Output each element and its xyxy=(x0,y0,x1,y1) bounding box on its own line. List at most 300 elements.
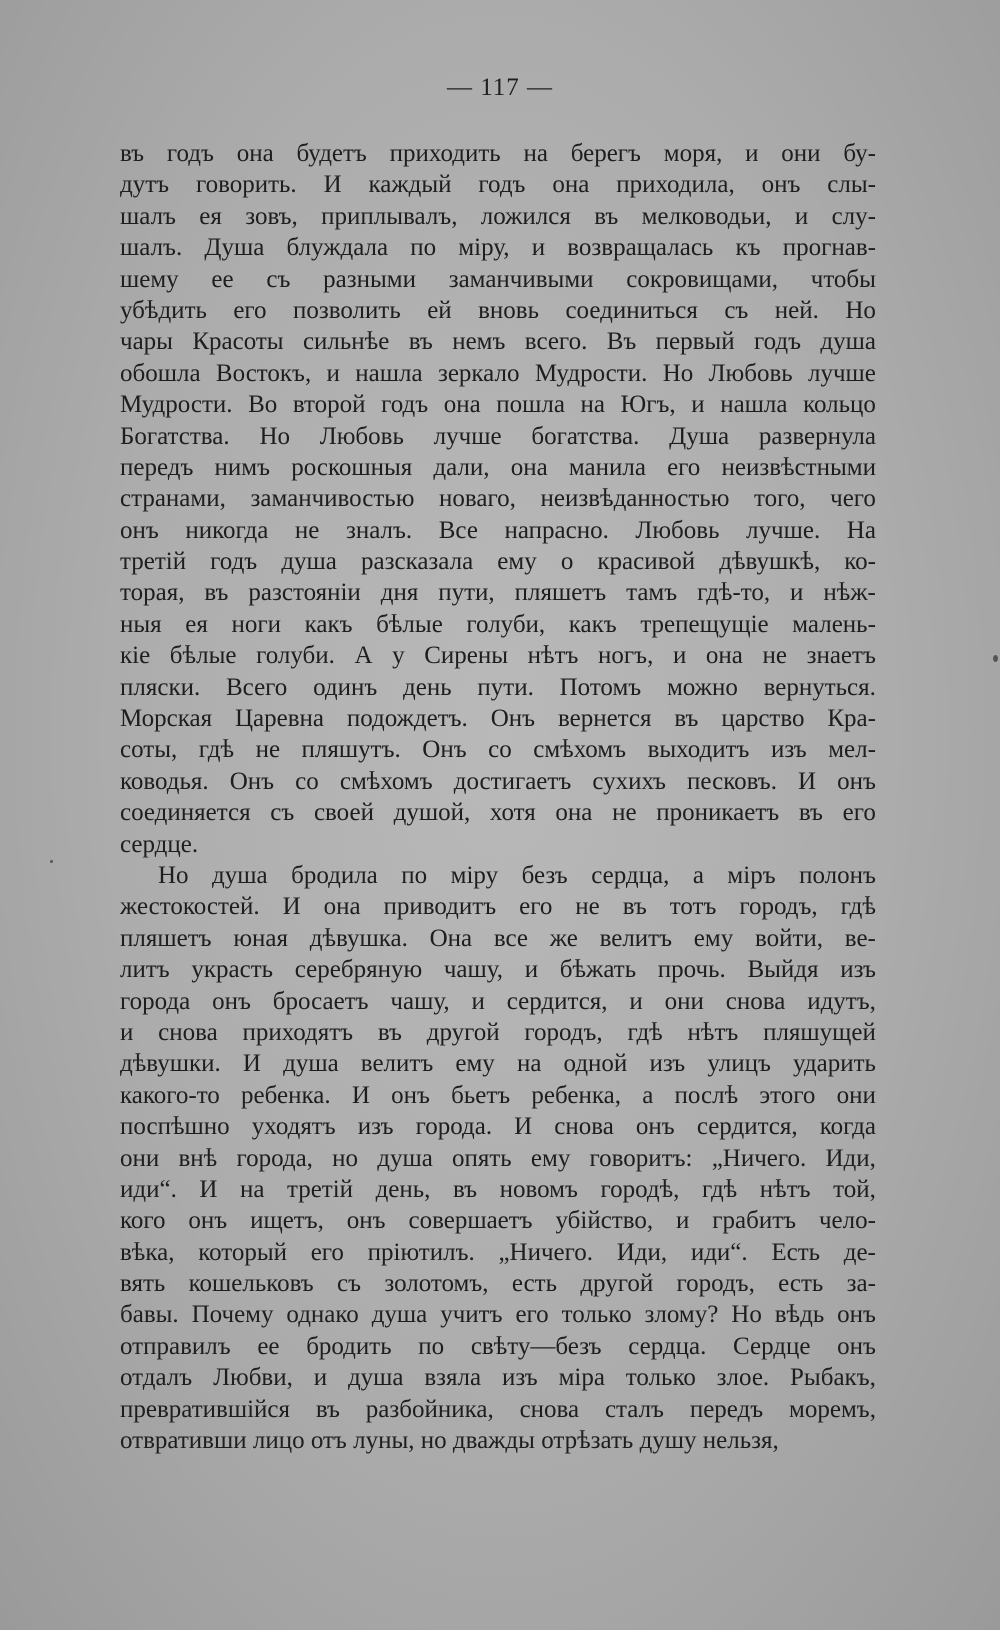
word: бѣлые xyxy=(376,610,443,638)
word: обошла xyxy=(120,359,201,387)
text-line xyxy=(120,1111,876,1142)
word: ложился xyxy=(480,202,571,230)
word: ноги xyxy=(231,610,281,638)
word: города. xyxy=(415,1113,493,1141)
word: онъ xyxy=(120,516,159,544)
word: вять xyxy=(120,1270,166,1298)
word: міръ xyxy=(727,861,776,889)
word: ногъ, xyxy=(598,642,654,670)
word: не xyxy=(255,736,281,764)
word: въ xyxy=(377,1018,402,1046)
word: третій xyxy=(286,1175,354,1203)
word: душа xyxy=(820,328,876,356)
text-line xyxy=(120,1017,876,1048)
word: полонъ xyxy=(799,861,876,889)
word: сокровищами, xyxy=(626,265,779,293)
text-line xyxy=(120,1299,876,1330)
word: сталъ xyxy=(604,1395,664,1423)
word: серебряную xyxy=(294,956,423,984)
word: третій xyxy=(120,548,187,576)
word: моря, xyxy=(663,140,723,167)
word: смѣхомъ xyxy=(339,767,433,795)
word: на xyxy=(239,1175,265,1203)
word: кіе xyxy=(120,642,151,670)
paragraph xyxy=(120,860,876,1456)
word: ищетъ, xyxy=(250,1207,324,1235)
word: прочь. xyxy=(657,956,726,984)
word: неизвѣстными xyxy=(721,453,876,481)
text-line xyxy=(120,860,876,891)
word: золотомъ, xyxy=(384,1270,489,1298)
word: дали, xyxy=(433,453,490,481)
word: изъ xyxy=(501,1364,538,1392)
text-line xyxy=(120,609,876,640)
word: мелководьи, xyxy=(641,202,772,230)
word: ныя xyxy=(120,610,162,638)
word: по xyxy=(401,861,428,889)
word: бьетъ xyxy=(451,1081,511,1109)
text-line xyxy=(120,1048,876,1079)
word: не xyxy=(612,799,637,827)
text-line xyxy=(120,923,876,954)
word: берегъ xyxy=(570,140,641,167)
word: и xyxy=(531,234,546,262)
word: и xyxy=(676,1207,690,1235)
word: Любви, xyxy=(213,1364,293,1392)
word: міру xyxy=(450,861,499,889)
word: послѣ xyxy=(674,1081,739,1109)
word: вновь xyxy=(478,296,539,324)
word: гдѣ xyxy=(840,893,876,921)
word: лучше xyxy=(433,422,502,450)
word: душа xyxy=(281,548,337,576)
word: заманчивыми xyxy=(448,265,594,293)
word: его xyxy=(515,1301,549,1329)
word: Иди, xyxy=(616,1238,668,1266)
word: и xyxy=(326,359,340,387)
word: „Ничего. xyxy=(711,1144,807,1172)
word: ему xyxy=(693,924,734,952)
text-line xyxy=(120,483,876,514)
word: съ xyxy=(266,265,291,293)
word: въ xyxy=(120,140,145,167)
page-number: — 117 — xyxy=(446,74,554,101)
word: не xyxy=(762,642,787,670)
word: пути, xyxy=(438,579,495,607)
word: приходить xyxy=(389,140,501,167)
text-line xyxy=(120,986,876,1017)
word: „Ничего. xyxy=(498,1238,594,1266)
word: у xyxy=(392,642,405,670)
text-line xyxy=(120,1331,876,1362)
text-line xyxy=(120,295,876,326)
word: только xyxy=(561,1301,632,1329)
word: блуждала xyxy=(286,234,389,262)
word: манила xyxy=(568,453,646,481)
word: онъ xyxy=(212,987,251,1015)
word: грабитъ xyxy=(712,1207,797,1235)
text-line xyxy=(120,138,876,169)
text-line: сердце. xyxy=(120,830,199,858)
word: убѣдить xyxy=(120,296,207,324)
text-line xyxy=(120,232,876,263)
word: онъ xyxy=(346,1207,386,1235)
word: пріютилъ. xyxy=(367,1238,475,1266)
word: зеркало xyxy=(437,359,520,387)
word: бродила xyxy=(291,861,378,889)
word: Но xyxy=(158,861,189,889)
word: лучше. xyxy=(746,516,821,544)
word: де- xyxy=(843,1238,876,1266)
word: но xyxy=(332,1144,359,1172)
word: Мудрости. xyxy=(120,391,233,419)
word: городѣ, xyxy=(600,1175,680,1203)
word: и xyxy=(313,1364,328,1392)
word: Сирены xyxy=(424,642,509,670)
word: малень- xyxy=(792,610,876,638)
text-line xyxy=(120,1174,876,1205)
word: гдѣ xyxy=(701,1175,738,1203)
word: только xyxy=(625,1364,696,1392)
word: съ xyxy=(724,296,749,324)
word: И xyxy=(514,1113,533,1141)
word: позволить xyxy=(293,296,401,324)
text-line xyxy=(120,1143,876,1174)
word: пляшетъ xyxy=(514,579,607,607)
word: моремъ, xyxy=(789,1395,876,1423)
word: его xyxy=(519,893,553,921)
word: Есть xyxy=(771,1238,821,1266)
word: и xyxy=(790,579,804,607)
body-text xyxy=(120,138,876,1456)
word: онъ xyxy=(761,171,801,199)
word: приходила, xyxy=(616,171,735,199)
word: снова xyxy=(519,1395,580,1423)
word: одной xyxy=(563,1050,628,1078)
word: чашу, xyxy=(443,956,503,984)
word: городъ, xyxy=(524,1018,603,1046)
word: со xyxy=(488,736,512,764)
text-line xyxy=(120,797,876,828)
word: она xyxy=(323,893,361,921)
word: нѣж- xyxy=(823,579,876,607)
word: зналъ. xyxy=(345,516,413,544)
word: ее xyxy=(257,1332,280,1360)
word: злое. xyxy=(716,1364,770,1392)
word: чего xyxy=(830,485,876,513)
scan-speck xyxy=(993,655,998,662)
word: пошла xyxy=(496,391,565,419)
word: новаго, xyxy=(439,485,516,513)
word: годъ xyxy=(210,548,258,576)
word: приплывалъ, xyxy=(321,202,458,230)
word: и xyxy=(120,1018,134,1046)
word: Потомъ xyxy=(559,673,642,701)
word: ней. xyxy=(774,296,819,324)
word: улицъ xyxy=(707,1050,771,1078)
word: нимъ xyxy=(214,453,271,481)
word: злому? xyxy=(644,1301,719,1329)
word: въ xyxy=(452,1175,478,1203)
word: который xyxy=(198,1238,288,1266)
word: по xyxy=(418,1332,445,1360)
word: по xyxy=(410,234,437,262)
word: дѣвушка. xyxy=(309,924,408,952)
word: зовъ, xyxy=(245,202,298,230)
word: а xyxy=(692,861,704,889)
word: снова xyxy=(158,1018,218,1046)
text-line xyxy=(120,672,876,703)
word: Богатства. xyxy=(120,422,230,450)
word: Кра- xyxy=(827,705,876,733)
word: городъ, xyxy=(676,1270,755,1298)
text-line xyxy=(120,703,876,734)
word: поспѣшно xyxy=(120,1113,230,1141)
word: снова xyxy=(554,1113,614,1141)
word: годъ xyxy=(753,328,802,356)
word: роскошныя xyxy=(291,453,413,481)
word: ребенка, xyxy=(531,1081,621,1109)
word: Онъ xyxy=(490,705,536,733)
word: города, xyxy=(236,1144,313,1172)
word: гдѣ xyxy=(198,736,235,764)
word: своей xyxy=(313,799,374,827)
word: царство xyxy=(721,705,805,733)
word: о xyxy=(560,548,574,576)
word: ударить xyxy=(793,1050,876,1078)
word: чашу, xyxy=(390,987,450,1015)
word: душа xyxy=(377,1144,433,1172)
word: городъ, xyxy=(739,893,818,921)
word: ей xyxy=(427,296,452,324)
word: они xyxy=(781,140,821,167)
word: украсть xyxy=(191,956,274,984)
word: на xyxy=(523,140,548,167)
word: не xyxy=(575,893,600,921)
text-line xyxy=(120,734,876,765)
word: А xyxy=(354,642,373,670)
word: внѣ xyxy=(178,1144,218,1172)
word: Почему xyxy=(191,1301,274,1329)
word: кошельковъ xyxy=(188,1270,314,1298)
word: она xyxy=(510,453,548,481)
word: безъ xyxy=(521,861,568,889)
text-line xyxy=(120,201,876,232)
word: ребенка. xyxy=(241,1081,331,1109)
word: она xyxy=(555,799,593,827)
word: И xyxy=(351,1081,370,1109)
word: И xyxy=(323,171,342,199)
word: сухихъ xyxy=(592,767,666,795)
word: Мудрости. xyxy=(534,359,648,387)
word: Югъ, xyxy=(620,391,676,419)
word: чары xyxy=(120,328,173,356)
word: нѣтъ xyxy=(687,1018,739,1046)
word: трепещущіе xyxy=(640,610,769,638)
word: идутъ, xyxy=(807,987,876,1015)
word: его xyxy=(842,799,876,827)
word: и xyxy=(672,642,687,670)
word: тотъ xyxy=(669,893,717,921)
word: ему xyxy=(497,548,537,576)
word: торая, xyxy=(120,579,185,607)
word: его xyxy=(667,453,701,481)
word: передъ xyxy=(689,1395,764,1423)
word: второй xyxy=(292,391,366,419)
word: можно xyxy=(666,673,738,701)
word: гдѣ xyxy=(627,1018,663,1046)
word: превратившійся xyxy=(120,1395,291,1423)
text-line xyxy=(120,264,876,295)
word: вѣдь xyxy=(774,1301,825,1329)
word: сильнѣе xyxy=(302,328,390,356)
word: къ xyxy=(735,234,761,262)
word: отправилъ xyxy=(120,1332,231,1360)
word: нѣтъ xyxy=(759,1175,811,1203)
text-line xyxy=(120,577,876,608)
word: онъ xyxy=(635,1113,675,1141)
word: на xyxy=(580,391,605,419)
word: разсказала xyxy=(361,548,474,576)
word: она xyxy=(443,391,481,419)
word: приходятъ xyxy=(242,1018,354,1046)
word: душа xyxy=(371,1301,428,1329)
word: въ xyxy=(622,893,647,921)
word: другой xyxy=(426,1018,500,1046)
word: нѣтъ xyxy=(527,642,579,670)
word: изъ xyxy=(840,956,876,984)
word: соединиться xyxy=(565,296,698,324)
text-line: отвративши лицо отъ луны, но дважды отрѣзать душу нельзя, xyxy=(120,1427,779,1455)
word: учитъ xyxy=(440,1301,503,1329)
word: говорить. xyxy=(195,171,297,199)
text-line xyxy=(120,515,876,546)
word: и xyxy=(524,956,539,984)
text-line xyxy=(120,389,876,420)
word: слу- xyxy=(831,202,876,230)
word: онъ xyxy=(837,767,876,795)
word: не xyxy=(294,516,320,544)
word: есть xyxy=(778,1270,824,1298)
word: дѣвушкѣ, xyxy=(719,548,821,576)
word: тамъ xyxy=(626,579,678,607)
word: хотя xyxy=(489,799,536,827)
word: пляшетъ xyxy=(120,924,212,952)
word: Но xyxy=(259,422,290,450)
word: новомъ xyxy=(499,1175,578,1203)
word: и xyxy=(794,202,809,230)
word: ководья. xyxy=(120,767,209,795)
word: Но xyxy=(662,359,694,387)
word: мел- xyxy=(828,736,876,764)
text-line xyxy=(120,452,876,483)
word: неизвѣданностью xyxy=(540,485,730,513)
word: одинъ xyxy=(313,673,378,701)
word: сердится, xyxy=(506,987,608,1015)
word: И xyxy=(282,893,301,921)
word: дня xyxy=(380,579,419,607)
word: вѣка, xyxy=(120,1238,175,1266)
word: юная xyxy=(233,924,288,952)
word: Всего xyxy=(226,673,288,701)
word: какого-то xyxy=(120,1081,220,1109)
word: Востокъ, xyxy=(215,359,312,387)
word: прогнав- xyxy=(782,234,876,262)
word: чтобы xyxy=(810,265,876,293)
word: И xyxy=(242,1050,261,1078)
word: велитъ xyxy=(360,1050,434,1078)
word: душой, xyxy=(393,799,471,827)
word: бѣлые xyxy=(169,642,237,670)
word: развернула xyxy=(758,422,876,450)
word: въ xyxy=(315,1395,340,1423)
word: и xyxy=(629,987,643,1015)
word: Морская xyxy=(120,705,213,733)
word: той, xyxy=(833,1175,876,1203)
word: бѣжать xyxy=(559,956,637,984)
word: какъ xyxy=(304,610,353,638)
word: въ xyxy=(204,579,229,607)
word: приводитъ xyxy=(383,893,497,921)
word: Онъ xyxy=(422,736,467,764)
word: въ xyxy=(594,202,619,230)
word: каждый xyxy=(368,171,452,199)
text-line xyxy=(120,1268,876,1299)
word: уходятъ xyxy=(251,1113,336,1141)
word: съ xyxy=(270,799,295,827)
word: она xyxy=(236,140,274,167)
word: шему xyxy=(120,265,179,293)
word: богатства. xyxy=(531,422,640,450)
word: того, xyxy=(754,485,806,513)
word: годъ xyxy=(381,391,429,419)
word: онъ xyxy=(391,1081,430,1109)
word: сердца, xyxy=(591,861,670,889)
word: литъ xyxy=(120,956,170,984)
word: ее xyxy=(211,265,234,293)
word: душа xyxy=(347,1364,404,1392)
word: опять xyxy=(452,1144,512,1172)
word: гдѣ-то, xyxy=(697,579,771,607)
word: другой xyxy=(580,1270,654,1298)
paragraph xyxy=(120,138,876,860)
word: Царевна xyxy=(234,705,324,733)
word: напрасно. xyxy=(504,516,609,544)
word: день xyxy=(403,673,452,701)
word: лучше xyxy=(808,359,876,387)
word: Но xyxy=(845,296,876,324)
text-line xyxy=(120,421,876,452)
word: голуби. xyxy=(256,642,335,670)
word: ко- xyxy=(844,548,876,576)
word: его xyxy=(310,1238,344,1266)
word: Красоты xyxy=(192,328,284,356)
word: смѣхомъ xyxy=(533,736,627,764)
word: пляшутъ. xyxy=(301,736,401,764)
word: будетъ xyxy=(296,140,367,167)
word: соты, xyxy=(120,736,178,764)
word: Все xyxy=(438,516,478,544)
text-line xyxy=(120,1362,876,1393)
word: голуби, xyxy=(466,610,546,638)
word: въ xyxy=(798,799,823,827)
word: она xyxy=(705,642,743,670)
word: И xyxy=(798,767,817,795)
word: годъ xyxy=(166,140,214,167)
word: бросаетъ xyxy=(272,987,369,1015)
word: снова xyxy=(725,987,786,1015)
word: Въ xyxy=(606,328,637,356)
